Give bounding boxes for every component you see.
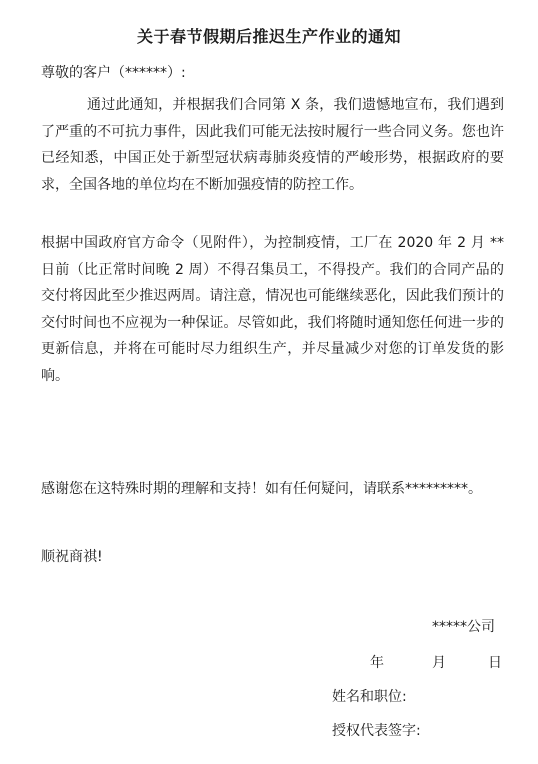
date-year-label: 年	[370, 655, 384, 671]
salutation: 尊敬的客户（******）:	[41, 65, 186, 81]
thanks-line: 感谢您在这特殊时期的理解和支持！如有任何疑问，请联系*********。	[41, 481, 482, 497]
date-month-label: 月	[432, 655, 446, 671]
name-and-position-label: 姓名和职位:	[332, 689, 407, 705]
body-paragraph-1: 通过此通知，并根据我们合同第 X 条，我们遗憾地宣布，我们遇到了严重的不可抗力事件，因此我们可能无法按时履行一些合同义务。您也许已经知悉，中国正处于新型冠状病毒肺炎疫情的严峻形势，根据政府的要求，全国各地的单位均在不断加强疫情的防控工作。	[41, 97, 504, 193]
body-paragraph-2: 根据中国政府官方命令（见附件），为控制疫情，工厂在 2020 年 2 月 **日前（比正常时间晚 2 周）不得召集员工，不得投产。我们的合同产品的交付将因此至少推迟两周。请注意，情况也可能继续恶化，因此我们预计的交付时间也不应视为一种保证。尽管如此，我们将随时通知您任何进一步的更新信息，并将在可能时尽力组织生产，并尽量减少对您的订单发货的影响。	[41, 235, 504, 384]
date-day-label: 日	[488, 655, 502, 671]
closing-regards: 顺祝商祺!	[41, 549, 103, 565]
page-title: 关于春节假期后推迟生产作业的通知	[136, 27, 401, 46]
company-name: *****公司	[432, 619, 495, 635]
authorized-signature-label: 授权代表签字:	[332, 723, 421, 739]
